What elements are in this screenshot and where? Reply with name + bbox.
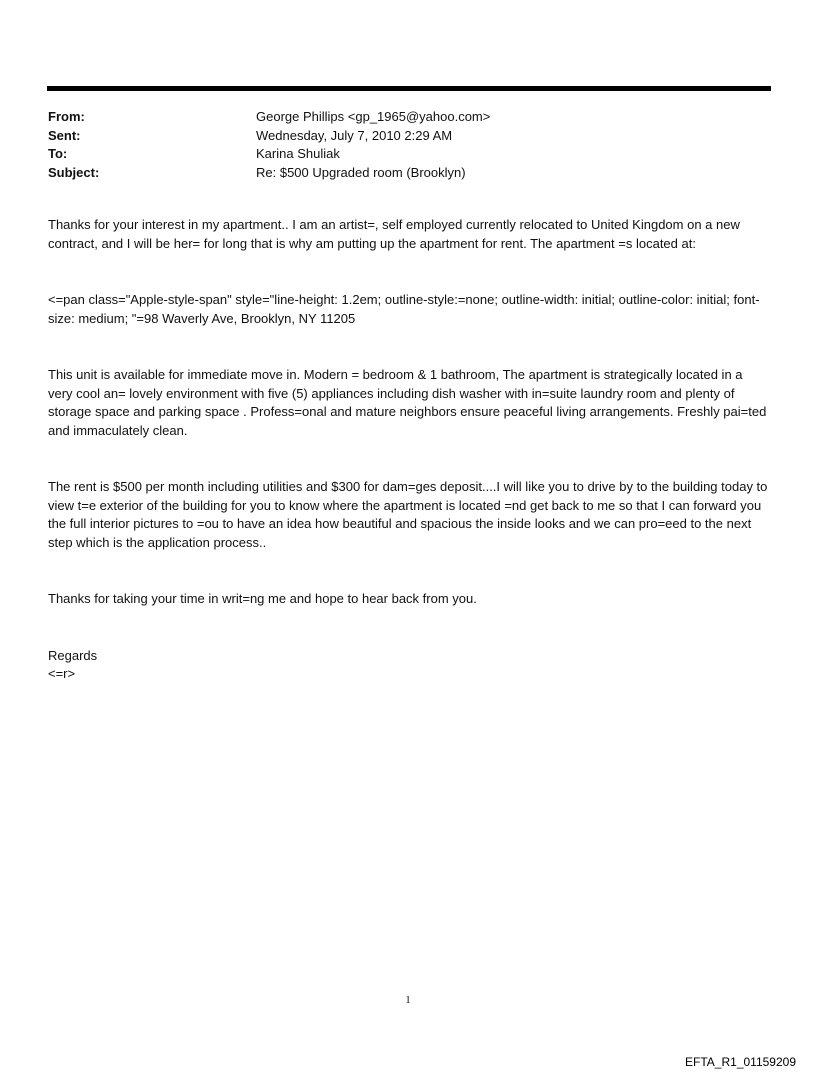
from-row <box>48 108 748 127</box>
subject-value: Re: $500 Upgraded room (Brooklyn) <box>256 164 466 180</box>
from-value: George Phillips <gp_1965@yahoo.com> <box>256 109 491 124</box>
to-label: To: <box>48 146 68 161</box>
body-paragraph-rent: The rent is $500 per month including utilities and $300 for dam=ges deposit....I will like you to drive by to the building today to view t=e exterior of the building for you to know where the apartment is located =nd get back to me so that I can forward you the full interior pictures to =ou to have an idea how beautiful and spacious the inside looks and we can pro=eed to the next step which is the application process.. <box>48 479 768 550</box>
email-header <box>48 108 748 182</box>
body-regards: Regards <box>48 647 98 663</box>
sent-label: Sent: <box>48 127 81 143</box>
from-label: From: <box>48 109 85 124</box>
sent-value: Wednesday, July 7, 2010 2:29 AM <box>256 127 453 143</box>
subject-row <box>48 164 748 183</box>
subject-label: Subject: <box>48 164 100 180</box>
header-divider <box>47 86 771 91</box>
bates-number: EFTA_R1_01159209 <box>685 1055 796 1069</box>
body-paragraph-thanks: Thanks for taking your time in writ=ng me and hope to hear back from you. <box>48 591 477 606</box>
to-value: Karina Shuliak <box>256 146 340 161</box>
body-trailer: <=r> <box>48 666 76 681</box>
sent-row <box>48 127 748 146</box>
page-number: 1 <box>405 994 411 1006</box>
body-paragraph-unit: This unit is available for immediate move in. Modern = bedroom & 1 bathroom, The apartment is strategically located in a very cool an= lovely environment with five (5) appliances including dish washer with in=suite laundry room and plenty of storage space and parking space . Profess=onal and mature neighbors ensure peaceful living arrangements. Freshly pai=ted and immaculately clean. <box>48 367 767 438</box>
email-body <box>48 216 770 684</box>
body-paragraph-intro: Thanks for your interest in my apartment.. I am an artist=, self employed currently relocated to United Kingdom on a new contract, and I will be her= for long that is why am putting up the apartment for rent. The apartment =s located at: <box>48 217 740 251</box>
body-paragraph-address: <=pan class="Apple-style-span" style="line-height: 1.2em; outline-style:=none; outline-width: initial; outline-color: initial; font-size: medium; "=98 Waverly Ave, Brooklyn, NY 11205 <box>48 292 760 326</box>
to-row <box>48 145 748 164</box>
